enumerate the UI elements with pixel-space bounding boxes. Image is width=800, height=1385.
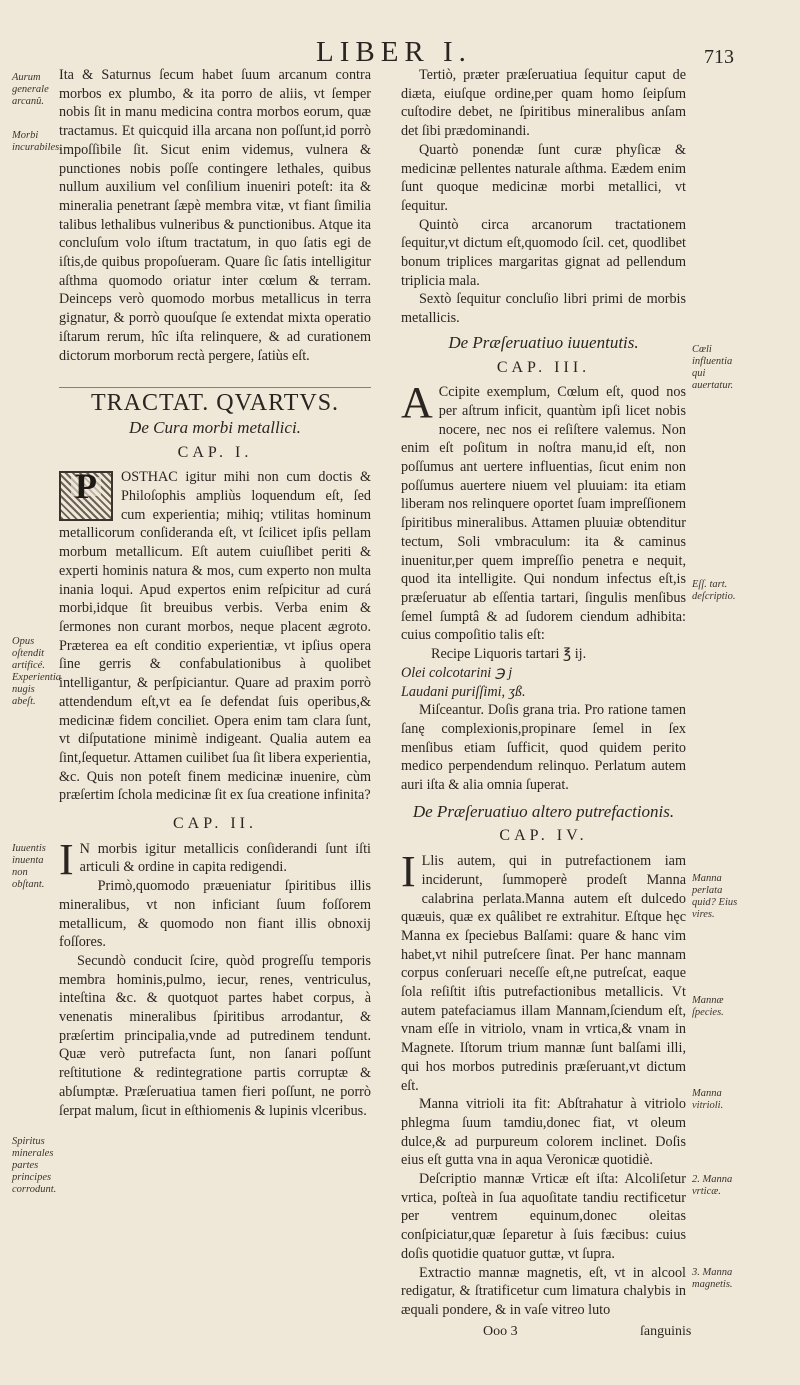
right-column bbox=[401, 66, 686, 1320]
margin-note: Aurum generale arcanû. bbox=[12, 72, 49, 107]
chapter-heading: CAP. II. bbox=[172, 815, 257, 833]
tractatus-title: TRACTAT. QVARTVS. bbox=[59, 387, 371, 413]
paragraph: Extractio mannæ magnetis, eſt, vt in alcool redigatur, & ſtratificetur cum limatura chalybis in æquali pondere, & in vaſe vitreo luto bbox=[401, 1264, 686, 1318]
paragraph: Ita & Saturnus ſecum habet ſuum arcanum contra morbos ex plumbo, & ita porro de aliis, vt ſemper nobis ſit in manu medicina contra morbos eorum, quæ tractamus. Et quicquid illa arcana non poſſunt,id porrò impoſſibile ſit. Sicut enim videmus, vulnera & punctiones nobis poſſe contingere lethales, quibus nullum auxilium vel conſilium inueniri poteſt: ita & mineralia penetrant ſæpè membra vitæ, vt fiant ſimilia talibus lethalibus vulneribus & punctionibus. Atque ita concluſum volo iſtum tractatum, in quo ſatis egi de iſtis,de quibus propoſueram. Quare ſic ſatis intelligitur aſthma quomodo oriatur inter cœlum & terram. Deinceps verò quomodo morbus metallicus in terra gignatur, & porrò quouſque ſe extendat mixta operatio iſtarum rerum, hîc iſta relinquere, & ad curationem dictorum morborum rectà pergere, ſatiùs eſt. bbox=[59, 67, 371, 364]
ornate-initial-icon: P bbox=[59, 471, 113, 521]
chapter-heading: CAP. IV. bbox=[499, 827, 588, 845]
recipe-line: Recipe Liquoris tartari ℥ ij. bbox=[431, 646, 587, 663]
margin-note: Morbi incurabiles. bbox=[12, 130, 62, 153]
paragraph: IN morbis igitur metallicis conſiderandi ſunt iſti articuli & ordine in capita redigendi. bbox=[59, 834, 371, 884]
paragraph: Quintò circa arcanorum tractationem ſequitur,vt dictum eſt,quomodo ſcil. cet, quodlibet bonum triplices margaritas gignat ad pellendum triplicia mala. bbox=[401, 216, 686, 289]
signature-mark: Ooo 3 bbox=[483, 1324, 518, 1339]
margin-note: Opus oſtendit artificé. Experientia nugis abeſt. bbox=[12, 636, 61, 707]
paragraph: Secundò conducit ſcire, quòd progreſſu temporis membra hominis,pulmo, iecur, renes, ventriculus, inteſtina &c. & quotquot partes habet corpus, à venenatis mineralibus ſpiritibus arrodantur, & præſertim principalia,vnde ad putredinem tendunt. Quæ verò putrefacta ſunt, non ſanari poſſunt reſtitutione & redintegratione partis corruptæ & abſumptæ. Præſeruatiua tamen fieri poſſunt, ne porrò ſerpat malum, ſicut in eſthiomenis & lupinis vlceribus. bbox=[59, 952, 371, 1119]
margin-note: Spiritus minerales partes principes corrodunt. bbox=[12, 1136, 57, 1195]
paragraph: OSTHAC igitur mihi non cum doctis & Philoſophis ampliùs loquendum eſt, ſed cum experientia; mihiq; vtilitas hominum metallicorum conſideranda eſt, vt ſcilicet ipſis pellam morbum metallicum. Eſt autem cuiuſlibet periti & experti hominis natura & mos, cum experto non multa inania loqui. Apud expertos enim reſpicitur ad curá morbi,idque ſit breuibus verbis. Verba enim & ſermones non curant morbos, neque placent ægroto. Præterea ea eſt conditio experientiæ, vt ipſius opera ſine gerris & confabulationibus à quolibet intelligantur, & perſpiciantur. Quare ad praxim porrò attendendum eſt,vt ea ſe defendat ſuis operibus,& medicinæ fidem conciliet. Opera enim tam clara ſunt, vt diſputatione minimè indigeant. Qualia autem ea ſint,ſequetur. Attamen cuilibet ſua ſit libera experientia, &c. Quis non poteſt finem medicinæ inuenire, cùm præſertim ſchola medicinæ ſit ex ſua creatione infinita? bbox=[59, 469, 371, 804]
chapter-title: De Præſeruatiuo altero putrefactionis. bbox=[412, 801, 675, 821]
margin-note: 2. Manna vrticæ. bbox=[692, 1174, 733, 1197]
paragraph: Tertiò, præter præſeruatiua ſequitur caput de diæta, eiuſque ordine,per quam homo ſeipſum cuſtodire debet, ne ſpiritibus mineralibus anſam det ſibi prædominandi. bbox=[401, 67, 686, 140]
margin-note: Manna vitrioli. bbox=[692, 1088, 724, 1111]
paragraph: Quartò ponendæ ſunt curæ phyſicæ & medicinæ pellentes naturale aſthma. Eædem enim ſunt quoque medicinæ morbi metallici, vt ſequitur. bbox=[401, 141, 686, 214]
tractatus-subtitle: De Cura morbi metallici. bbox=[129, 417, 301, 437]
margin-note: Eſſ. tart. deſcriptio. bbox=[692, 579, 736, 602]
catchword: ſanguinis bbox=[640, 1324, 692, 1339]
running-title: LIBER I. bbox=[316, 36, 472, 68]
margin-note: Manna perlata quid? Eius vires. bbox=[692, 873, 738, 920]
margin-note: Iuuentis inuenta non obſtant. bbox=[12, 843, 46, 890]
chapter-heading: CAP. I. bbox=[177, 443, 253, 461]
paragraph: Primò,quomodo præueniatur ſpiritibus illis mineralibus, vt non inficiant ſuum foſſorem metallicum, & quomodo non fiant illis obnoxij foſſores. bbox=[59, 878, 371, 951]
chapter-title: De Præſeruatiuo iuuentutis. bbox=[448, 332, 639, 352]
paragraph: Miſceantur. Doſis grana tria. Pro ratione tamen ſanę complexionis,propinare ſemel in ſex menſibus etiam ſufficit, quod quidem perito medico perpendendum relinquo. Perlatum autem auri iſta & alia omnia ſuperat. bbox=[401, 702, 686, 794]
recipe-line: Olei colcotarini ℈ j bbox=[401, 664, 513, 681]
recipe-line: Laudani puriſſimi, ʒß. bbox=[401, 683, 526, 700]
paragraph: Deſcriptio mannæ Vrticæ eſt iſta: Alcoliſetur vrtica, poſteà in ſua aquoſitate tandiu rectificetur per ventrem equinum,donec oleitas conſpiciatur,quæ ſeparetur à ſuis fæcibus: cuius doſis quotidie quatuor guttæ, vt ſupra. bbox=[401, 1171, 686, 1262]
left-column bbox=[59, 66, 371, 1120]
margin-note: Cœli influentia qui auertatur. bbox=[692, 344, 734, 391]
chapter-heading: CAP. III. bbox=[496, 358, 591, 376]
paragraph: ILlis autem, qui in putrefactionem iam inciderunt, ſummoperè prodeſt Manna calabrina perlata.Manna autem eſt dulcedo quæuis, quæ ex quâlibet re extrahitur. Eſtque hęc Manna ex ſpeciebus Balſami: quare & hanc vim habet,vt nihil putreſcere ſinat. Per hanc mannam corpus conſeruari neceſſe eſt,ne putreſcat, eaque ſola reſiſtit iſtis putrefactionibus metallicis. Vt autem patefaciamus illam Mannam,ſciendum eſt, vnam eſſe in vitriolo, vnam in vrtica,& vnam in Magnete. Iſtorum trium mannæ ſunt balſami illi, qui hos morbos putredinis præſeruant,vt dictum eſt. bbox=[401, 847, 686, 1094]
margin-note: Mannæ ſpecies. bbox=[692, 995, 724, 1018]
margin-note: 3. Manna magnetis. bbox=[692, 1267, 733, 1290]
paragraph: ACcipite exemplum, Cœlum eſt, quod nos per aſtrum inficit, quantùm ipſi licet nobis nocere, nec nos ei reſiſtere valemus. Non enim eſt poſitum in noſtra manu,id eſt, non poſſumus ant uertere influentias, ſicut enim non poſſumus auertere niuem vel pluuiam: ita etiam liberam nos relinquere oportet ſuam impreſſionem ſpiritibus mineralibus. Attamen pluuiæ obtenditur tectum, Soli vmbraculum: ita & caminus inuenitur,per quem impreſſio penetra e nequit, quod ita intelligite. Qui nondum infectus eſt,is præſeruatur ab eſſentia tartari, ſingulis menſibus ſemel ſumptâ & ad ſudorem ciendum adhibita: cuius compoſitio talis eſt: bbox=[401, 378, 686, 644]
paragraph: Manna vitrioli ita fit: Abſtrahatur à vitriolo phlegma ſuum tamdiu,donec fiat, vt oleum dulce,& ad purpureum colorem inclinet. Doſis eius eſt gutta vna in aqua Veronicæ quotidiè. bbox=[401, 1096, 686, 1169]
page-number: 713 bbox=[704, 46, 734, 68]
paragraph: Sextò ſequitur concluſio libri primi de morbis metallicis. bbox=[401, 291, 686, 327]
